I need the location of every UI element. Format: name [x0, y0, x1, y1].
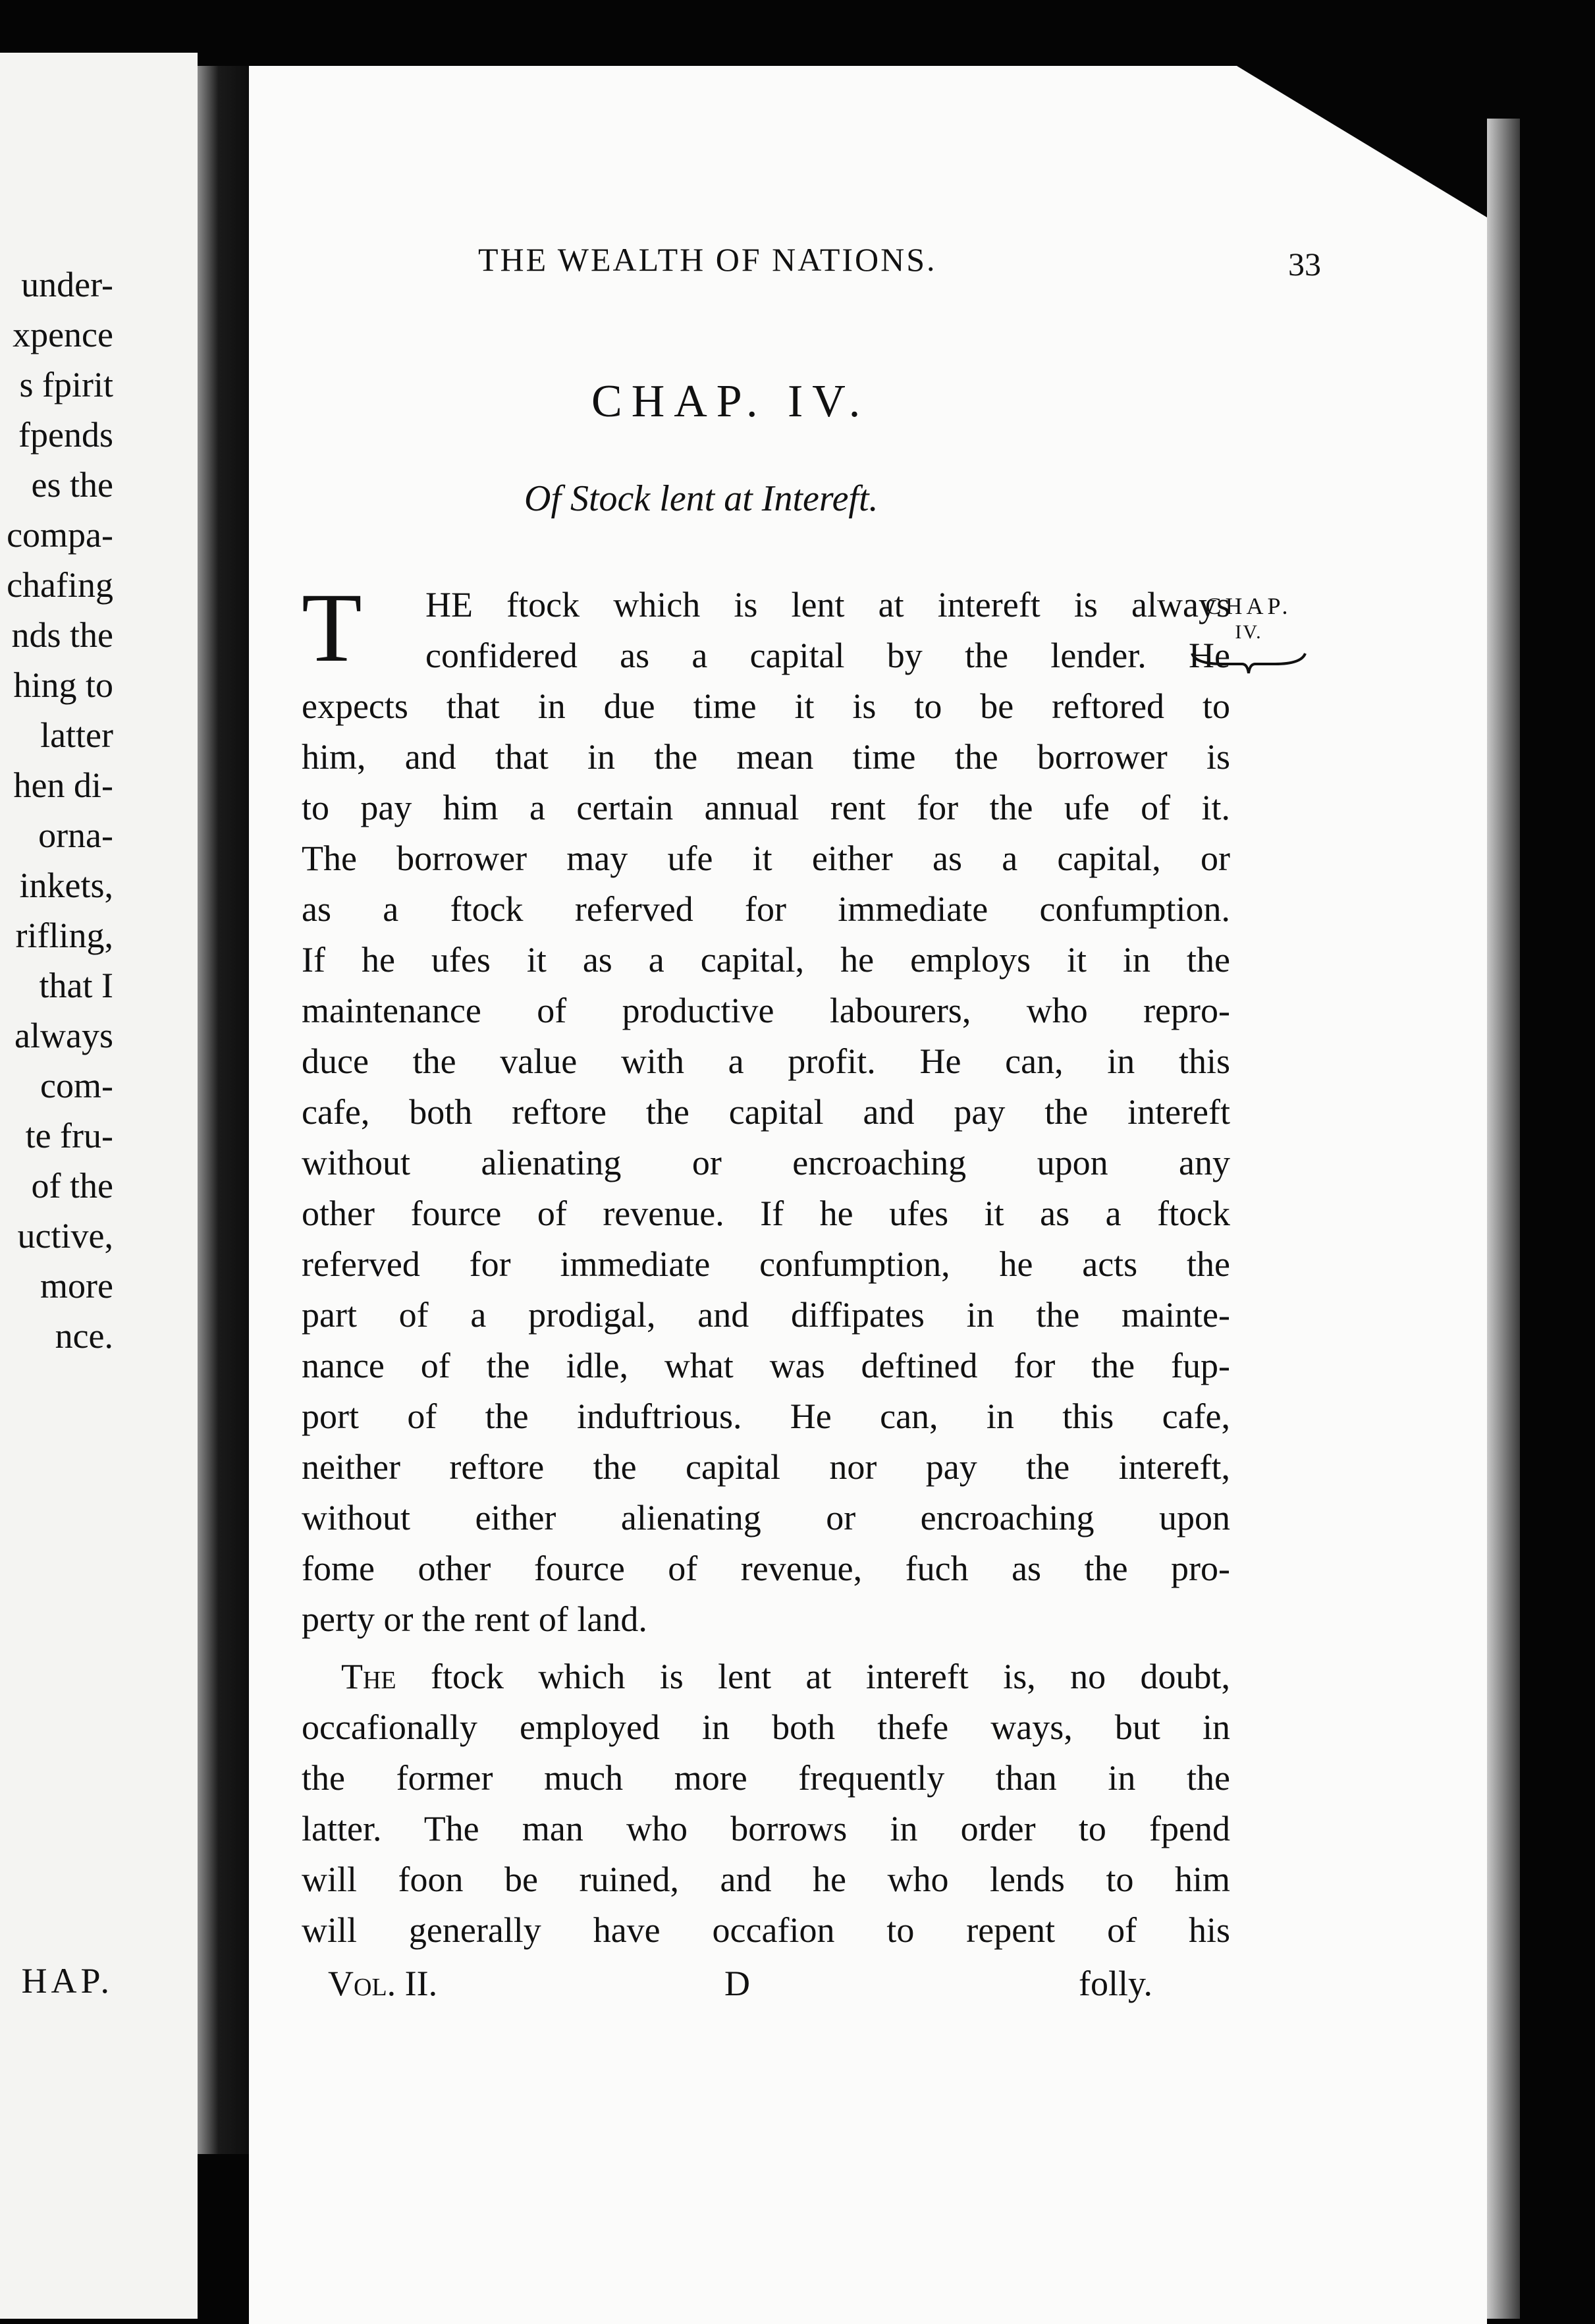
text-line: expects that in due time it is to be reftored to — [302, 686, 1230, 726]
text-line: latter. The man who borrows in order to fpend — [302, 1809, 1230, 1848]
body-text — [302, 573, 1230, 1956]
left-page-line: inkets, — [19, 866, 113, 905]
text-line: duce the value with a profit. He can, in this — [302, 1041, 1230, 1081]
text-line: The borrower may ufe it either as a capital, or — [302, 839, 1230, 878]
line-text: ftock which is lent at intereft is, no doubt, — [396, 1657, 1230, 1696]
text-line: port of the induftrious. He can, in this cafe, — [302, 1397, 1230, 1436]
text-line: as a ftock referved for immediate confumption. — [302, 889, 1230, 929]
drop-cap: T — [302, 573, 362, 682]
signature-mark: D — [724, 1964, 750, 2003]
left-page-line: nce. — [55, 1316, 113, 1356]
left-page-line: under- — [21, 265, 113, 304]
text-line: perty or the rent of land. — [302, 1599, 647, 1639]
text-line: fome other fource of revenue, fuch as the pro- — [302, 1549, 1230, 1588]
page-edge — [1487, 119, 1520, 2319]
catchword: folly. — [1079, 1964, 1152, 2003]
margin-note-label: CHAP. — [1205, 593, 1292, 619]
first-word: HE — [425, 585, 473, 624]
left-page-line: te fru- — [25, 1116, 113, 1155]
text-line: without alienating or encroaching upon any — [302, 1143, 1230, 1182]
left-page-line: chafing — [7, 565, 113, 605]
left-page-line: always — [14, 1016, 113, 1055]
left-page — [0, 53, 198, 2319]
lead-word: The — [341, 1657, 396, 1696]
text-line: without either alienating or encroaching upon — [302, 1498, 1230, 1537]
chapter-heading: CHAP. IV. — [591, 376, 870, 427]
left-page-line: hen di- — [13, 765, 113, 805]
running-head: THE WEALTH OF NATIONS. — [478, 241, 937, 278]
text-line: will generally have occafion to repent of his — [302, 1910, 1230, 1950]
text-line: part of a prodigal, and diffipates in the mainte- — [302, 1295, 1230, 1335]
left-page-line: rifling, — [15, 916, 113, 955]
page-corner-fold — [1237, 66, 1487, 217]
left-page-line: uctive, — [17, 1216, 113, 1256]
line-text: ftock which is lent at intereft is always — [472, 585, 1230, 624]
left-page-catchword: HAP. — [21, 1961, 113, 2001]
chapter-subtitle: Of Stock lent at Intereft. — [524, 478, 879, 519]
text-line: If he ufes it as a capital, he employs it in the — [302, 940, 1230, 980]
text-line: nance of the idle, what was deftined for the fup- — [302, 1346, 1230, 1385]
text-line: him, and that in the mean time the borrower is — [302, 737, 1230, 777]
left-page-line: of the — [31, 1166, 113, 1205]
text-line: neither reftore the capital nor pay the intereft, — [302, 1447, 1230, 1487]
text-line: to pay him a certain annual rent for the ufe of it. — [302, 788, 1230, 827]
left-page-line: xpence — [13, 315, 113, 354]
left-page-line: es the — [31, 465, 113, 505]
text-line — [302, 1651, 1230, 1702]
text-line: the former much more frequently than in the — [302, 1758, 1230, 1798]
left-page-line: com- — [40, 1066, 113, 1105]
text-line: other fource of revenue. If he ufes it as a ftock — [302, 1194, 1230, 1233]
text-line: referved for immediate confumption, he acts the — [302, 1244, 1230, 1284]
left-page-line: that I — [39, 966, 113, 1005]
text-line: will foon be ruined, and he who lends to him — [302, 1860, 1230, 1899]
left-page-line: compa- — [7, 515, 113, 555]
text-line: confidered as a capital by the lender. He — [425, 636, 1230, 675]
margin-note-number: IV. — [1235, 621, 1262, 643]
volume-label: Vol. II. — [328, 1964, 438, 2003]
left-page-line: orna- — [38, 816, 113, 855]
left-page-line: fpends — [18, 415, 113, 455]
left-page-line: latter — [40, 715, 113, 755]
page-number: 33 — [1288, 246, 1321, 283]
left-page-line: more — [40, 1266, 113, 1306]
text-line: maintenance of productive labourers, who repro- — [302, 991, 1230, 1030]
right-page: ⠀ THE WEALTH OF NATIONS. 33 CHAP. IV. Of Stock lent at Intereft. CHAP. IV. T HE ftock which is lent at intereft is always confidered as a capital by the lender. He expects that in due time it is to be reftored to him, and that in the mean time the borrower is to pay him a certain annual rent for the ufe of it. The borrower may ufe it either as a capital, or as a ftock referved for immediate confumption. If he ufes it as a capital, he employs it in the maintenance of productive labourers, who repro- duce the value with a profit. He can, in this cafe, both reftore the capital and pay the intereft without alienating or encroaching upon any other fource of revenue. If he ufes it as a ftock referved for immediate confumption, he acts the part of a prodigal, and diffipates in the mainte- nance of the idle, what was deftined for the fup- port of the induftrious. He can, in this cafe, neither reftore the capital nor pay the intereft, without either alienating or encroaching upon fome other fource of revenue, fuch as the pro- perty or the rent of land. The ftock which is lent at intereft is, no doubt, occafionally employed in both thefe ways, but in the former much more frequently than in the latter. The man who borrows in order to fpend will foon be ruined, and he who lends to him will generally have occafion to repent of his Vol. II. D folly. — [249, 66, 1487, 2324]
text-line — [302, 580, 1230, 630]
left-page-line: nds the — [11, 615, 113, 655]
text-line: cafe, both reftore the capital and pay the intereft — [302, 1092, 1230, 1132]
text-line: occafionally employed in both thefe ways, but in — [302, 1707, 1230, 1747]
left-page-line: hing to — [13, 665, 113, 705]
left-page-line: s fpirit — [19, 365, 113, 404]
gutter-shadow — [198, 66, 250, 2154]
